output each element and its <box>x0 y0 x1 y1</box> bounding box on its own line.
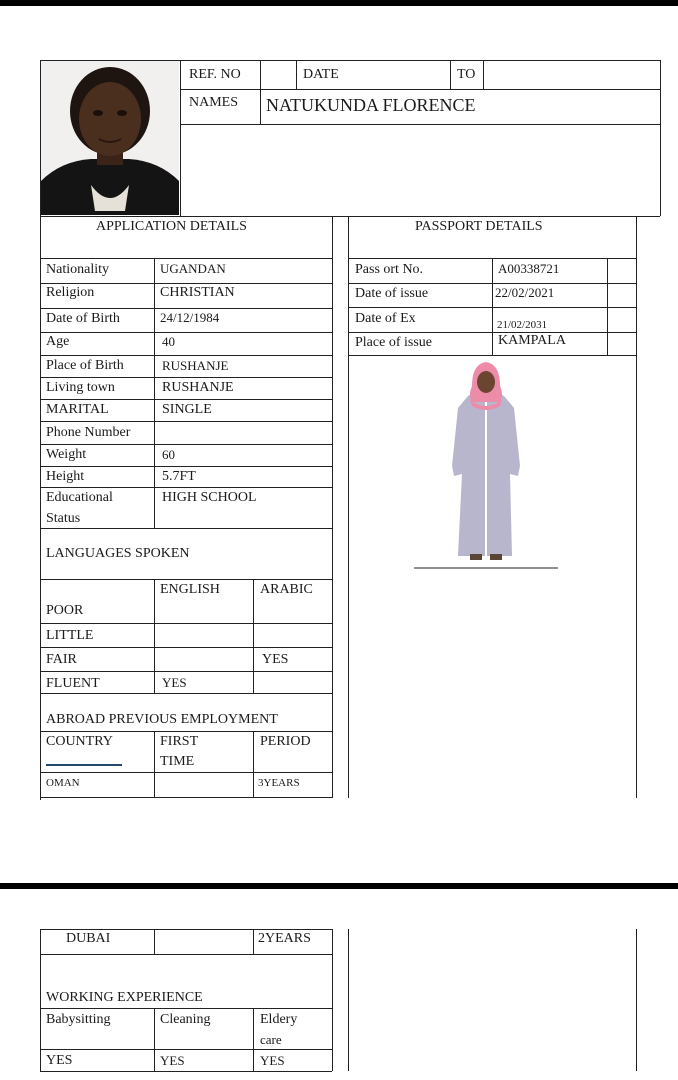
names-value: NATUKUNDA FLORENCE <box>266 95 476 115</box>
employment-col-first-line1: FIRST <box>160 734 199 749</box>
passport-row-label: Date of issue <box>355 286 429 301</box>
education-label-line2: Status <box>46 511 81 526</box>
passport-details-title: PASSPORT DETAILS <box>415 219 543 234</box>
app-row-value: RUSHANJE <box>162 380 234 395</box>
app-row-label: Place of Birth <box>46 358 124 373</box>
employment-country-dubai: DUBAI <box>66 931 111 946</box>
app-row-value: CHRISTIAN <box>160 285 235 300</box>
ref-no-label: REF. NO <box>189 67 241 82</box>
portrait-photo <box>41 61 179 215</box>
skill-answer: YES <box>160 1053 185 1068</box>
date-label: DATE <box>303 67 339 82</box>
fair-arabic-value: YES <box>262 652 289 667</box>
passport-row-label: Pass ort No. <box>355 262 424 277</box>
app-row-label: Nationality <box>46 262 109 277</box>
to-label: TO <box>457 67 476 82</box>
app-row-label: Phone Number <box>46 425 131 440</box>
application-details-title: APPLICATION DETAILS <box>96 219 247 234</box>
employment-col-period: PERIOD <box>260 734 311 749</box>
experience-title: WORKING EXPERIENCE <box>46 990 203 1005</box>
app-row-label: Height <box>46 469 85 484</box>
accent-underline <box>46 764 122 766</box>
passport-row-value: 21/02/2031 <box>497 319 548 331</box>
page-top-bar <box>0 0 678 6</box>
app-row-label: MARITAL <box>46 402 109 417</box>
full-body-photo <box>414 356 560 570</box>
app-row-label: Living town <box>46 380 115 395</box>
app-row-value: 5.7FT <box>162 469 196 484</box>
language-level-poor: POOR <box>46 603 84 618</box>
passport-row-value: KAMPALA <box>498 333 566 348</box>
page-break-bar <box>0 883 678 889</box>
names-label: NAMES <box>189 95 239 110</box>
language-level-fair: FAIR <box>46 652 77 667</box>
employment-country-oman: OMAN <box>46 777 80 789</box>
app-row-label: Age <box>46 334 70 349</box>
education-label-line1: Educational <box>46 490 113 505</box>
app-row-label: Religion <box>46 285 95 300</box>
language-col-english: ENGLISH <box>160 582 220 597</box>
employment-period-oman: 3YEARS <box>258 777 300 789</box>
language-level-little: LITTLE <box>46 628 94 643</box>
app-row-label: Weight <box>46 447 87 462</box>
app-row-value: SINGLE <box>162 402 212 417</box>
app-row-value: UGANDAN <box>160 261 226 276</box>
passport-row-label: Place of issue <box>355 335 432 350</box>
skill-answer: YES <box>260 1053 285 1068</box>
education-value: HIGH SCHOOL <box>162 490 257 505</box>
app-row-value: RUSHANJE <box>162 358 229 373</box>
language-col-arabic: ARABIC <box>260 582 313 597</box>
languages-title: LANGUAGES SPOKEN <box>46 546 190 561</box>
app-row-value: 40 <box>162 334 175 349</box>
employment-col-first-line2: TIME <box>160 754 195 769</box>
fluent-english-value: YES <box>162 675 187 690</box>
employment-title: ABROAD PREVIOUS EMPLOYMENT <box>46 712 278 727</box>
app-row-label: Date of Birth <box>46 311 120 326</box>
skill-eldery-line2: care <box>260 1032 282 1047</box>
app-row-value: 60 <box>162 447 175 462</box>
app-row-value: 24/12/1984 <box>160 310 220 325</box>
passport-row-label: Date of Ex <box>355 311 416 326</box>
skill-answer: YES <box>46 1053 73 1068</box>
skill-cleaning: Cleaning <box>160 1012 211 1027</box>
skill-babysitting: Babysitting <box>46 1012 111 1027</box>
language-level-fluent: FLUENT <box>46 676 100 691</box>
employment-col-country: COUNTRY <box>46 734 113 749</box>
passport-row-value: 22/02/2021 <box>495 285 555 300</box>
skill-eldery: Eldery <box>260 1012 298 1027</box>
employment-period-dubai: 2YEARS <box>258 931 311 946</box>
passport-row-value: A00338721 <box>498 261 560 276</box>
